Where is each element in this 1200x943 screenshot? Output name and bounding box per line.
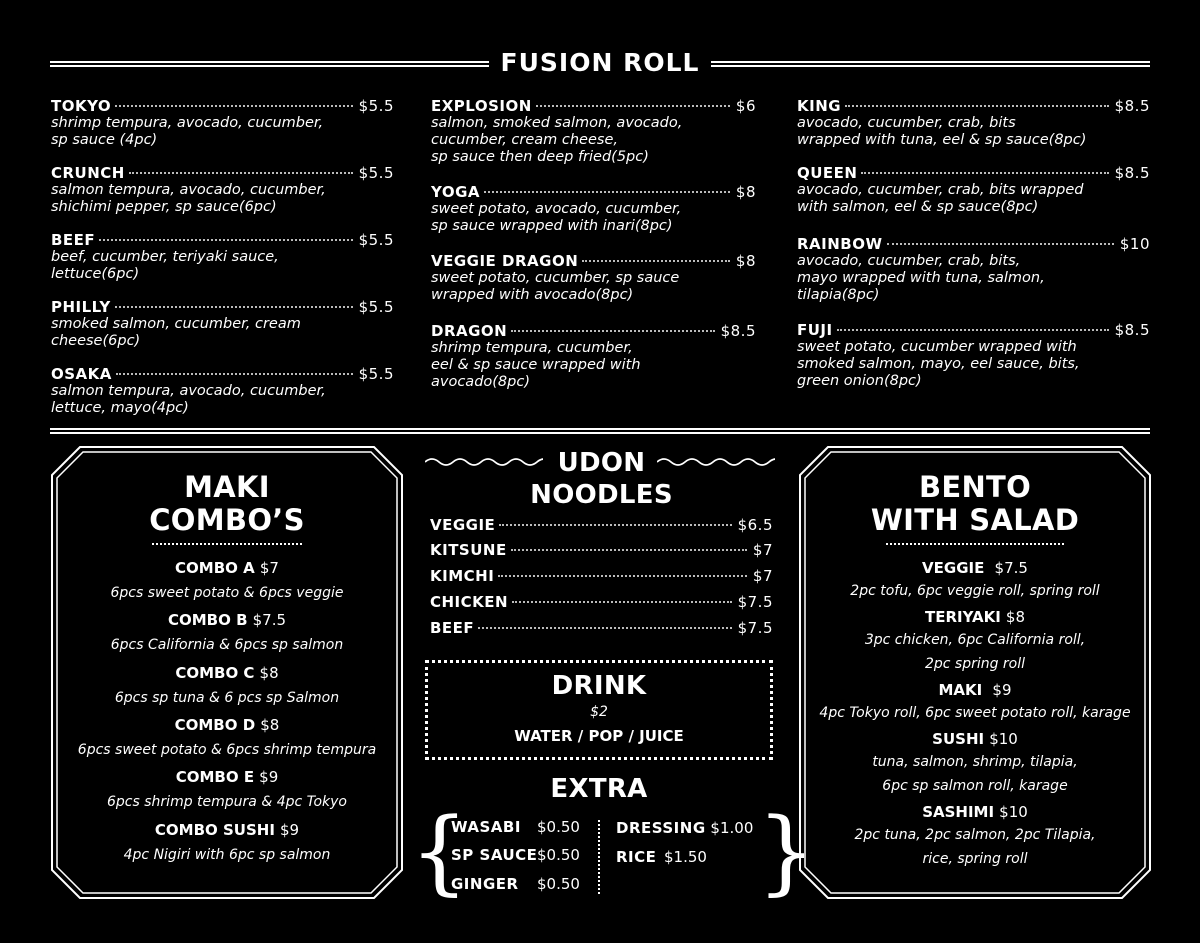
item-name: QUEEN xyxy=(797,164,858,182)
item-desc-line: sweet potato, cucumber, sp sauce xyxy=(431,270,680,286)
item-name: BEEF xyxy=(51,231,96,249)
item-desc-line: sp sauce then deep fried(5pc) xyxy=(431,149,649,165)
maki-combos-section xyxy=(50,445,404,900)
combo-desc: 6pcs sweet potato & 6pcs shrimp tempura xyxy=(77,742,377,758)
combo-name: COMBO B xyxy=(167,611,248,629)
item-desc-line: salmon tempura, avocado, cucumber, xyxy=(51,182,326,198)
extra-divider xyxy=(598,820,600,894)
combo-price: $9 xyxy=(280,821,300,839)
menu-item xyxy=(797,321,1150,390)
combo-heading xyxy=(50,663,404,682)
item-name: RAINBOW xyxy=(797,235,883,253)
udon-title-line-2: NOODLES xyxy=(530,480,673,510)
extra-price: $1.50 xyxy=(664,848,707,866)
bento-desc-line: 2pc spring roll xyxy=(924,656,1026,672)
bento-heading xyxy=(798,802,1152,821)
item-desc-line: smoked salmon, cucumber, cream xyxy=(51,316,301,332)
dot-leader xyxy=(582,260,730,262)
item-desc-line: lettuce, mayo(4pc) xyxy=(51,400,189,416)
combo-price: $7.5 xyxy=(252,611,287,629)
item-desc-line: lettuce(6pc) xyxy=(51,266,140,282)
item-desc-line: smoked salmon, mayo, eel sauce, bits, xyxy=(797,356,1080,372)
combo-desc: 4pc Nigiri with 6pc sp salmon xyxy=(123,847,331,863)
item-name: EXPLOSION xyxy=(431,97,532,115)
bento-name: MAKI xyxy=(938,681,983,699)
bento-name: SASHIMI xyxy=(922,803,995,821)
extra-item xyxy=(451,846,580,864)
combo-heading xyxy=(50,820,404,839)
bento-section xyxy=(798,445,1152,900)
menu-item xyxy=(51,298,394,350)
bento-price: $10 xyxy=(999,803,1028,821)
item-name: TOKYO xyxy=(51,97,112,115)
item-price: $7.5 xyxy=(737,619,773,637)
item-price: $8.5 xyxy=(1114,321,1150,339)
item-price: $5.5 xyxy=(358,365,394,383)
item-price: $5.5 xyxy=(358,231,394,249)
menu-item xyxy=(431,97,756,166)
item-desc-line: sweet potato, cucumber wrapped with xyxy=(797,339,1077,355)
bento-heading xyxy=(798,607,1152,626)
item-name: BEEF xyxy=(430,619,475,637)
combo-price: $7 xyxy=(259,559,279,577)
drink-title: DRINK xyxy=(551,671,647,701)
combo-price: $9 xyxy=(259,768,279,786)
item-desc-line: beef, cucumber, teriyaki sauce, xyxy=(51,249,279,265)
dot-leader xyxy=(511,549,747,551)
combo-heading xyxy=(50,767,404,786)
dot-leader xyxy=(115,306,353,308)
extra-item xyxy=(451,818,580,836)
udon-item xyxy=(430,619,773,637)
item-desc-line: sp sauce wrapped with inari(8pc) xyxy=(431,218,673,234)
dot-leader xyxy=(115,105,352,107)
bento-desc-line: 2pc tuna, 2pc salmon, 2pc Tilapia, xyxy=(854,827,1096,843)
item-name: DRAGON xyxy=(431,322,508,340)
menu-item xyxy=(797,164,1150,216)
item-desc-line: cheese(6pc) xyxy=(51,333,141,349)
item-name: VEGGIE DRAGON xyxy=(431,252,579,270)
extra-price: $0.50 xyxy=(537,875,580,893)
item-desc-line: mayo wrapped with tuna, salmon, xyxy=(797,270,1045,286)
menu-item xyxy=(51,164,394,216)
extra-name: GINGER xyxy=(451,875,519,893)
bento-name: SUSHI xyxy=(932,730,985,748)
extra-price: $0.50 xyxy=(537,818,580,836)
udon-item xyxy=(430,567,773,585)
menu-item xyxy=(431,183,756,235)
item-price: $7 xyxy=(752,541,773,559)
udon-title-line-1: UDON xyxy=(557,448,646,478)
item-desc-line: avocado, cucumber, crab, bits xyxy=(797,115,1016,131)
item-desc-line: tilapia(8pc) xyxy=(797,287,880,303)
bento-desc-line: rice, spring roll xyxy=(922,851,1028,867)
extra-name: WASABI xyxy=(451,818,521,836)
dot-leader xyxy=(845,105,1109,107)
bento-title-line-1: BENTO xyxy=(918,470,1032,504)
item-desc-line: avocado, cucumber, crab, bits wrapped xyxy=(797,182,1084,198)
combo-desc: 6pcs shrimp tempura & 4pc Tokyo xyxy=(107,794,347,810)
item-desc-line: sweet potato, avocado, cucumber, xyxy=(431,201,682,217)
item-name: PHILLY xyxy=(51,298,111,316)
combo-name: COMBO E xyxy=(175,768,255,786)
dot-leader xyxy=(887,243,1114,245)
item-desc-line: shichimi pepper, sp sauce(6pc) xyxy=(51,199,277,215)
item-price: $6 xyxy=(735,97,756,115)
combo-heading xyxy=(50,610,404,629)
item-price: $7 xyxy=(752,567,773,585)
item-desc-line: shrimp tempura, avocado, cucumber, xyxy=(51,115,324,131)
item-desc-line: avocado, cucumber, crab, bits, xyxy=(797,253,1021,269)
item-name: KIMCHI xyxy=(430,567,495,585)
bento-price: $9 xyxy=(992,681,1012,699)
menu-item xyxy=(431,252,756,304)
bento-name: TERIYAKI xyxy=(924,608,1001,626)
udon-item xyxy=(430,516,773,534)
item-price: $8 xyxy=(735,183,756,201)
combo-desc: 6pcs sp tuna & 6 pcs sp Salmon xyxy=(114,690,340,706)
menu-item xyxy=(431,322,756,391)
extra-name: SP SAUCE xyxy=(451,846,538,864)
item-desc-line: sp sauce (4pc) xyxy=(51,132,158,148)
menu-item xyxy=(797,235,1150,304)
item-price: $5.5 xyxy=(358,298,394,316)
drink-options: WATER / POP / JUICE xyxy=(514,727,684,745)
extra-name: RICE xyxy=(616,848,657,866)
bento-heading xyxy=(798,680,1152,699)
bento-name: VEGGIE xyxy=(922,559,985,577)
dot-leader xyxy=(99,239,352,241)
dot-leader xyxy=(536,105,730,107)
dot-leader xyxy=(861,172,1108,174)
bento-price: $10 xyxy=(989,730,1018,748)
udon-item xyxy=(430,541,773,559)
bento-price: $7.5 xyxy=(994,559,1028,577)
bento-desc-line: 3pc chicken, 6pc California roll, xyxy=(864,632,1086,648)
extra-item xyxy=(451,875,580,893)
item-name: VEGGIE xyxy=(430,516,496,534)
item-price: $8.5 xyxy=(1114,97,1150,115)
item-desc-line: shrimp tempura, cucumber, xyxy=(431,340,633,356)
item-desc-line: cucumber, cream cheese, xyxy=(431,132,618,148)
combo-desc: 6pcs California & 6pcs sp salmon xyxy=(110,637,344,653)
extra-item xyxy=(616,848,707,866)
maki-title-underline xyxy=(50,537,404,545)
left-brace: { xyxy=(410,798,469,905)
extra-price: $1.00 xyxy=(710,819,754,837)
combo-name: COMBO SUSHI xyxy=(154,821,275,839)
dot-leader xyxy=(499,524,731,526)
extra-price: $0.50 xyxy=(537,846,580,864)
maki-title-line-2: COMBO’S xyxy=(149,503,305,537)
combo-heading xyxy=(50,558,404,577)
item-name: YOGA xyxy=(431,183,480,201)
fusion-roll-title-text: FUSION ROLL xyxy=(489,48,712,77)
item-name: KITSUNE xyxy=(430,541,507,559)
item-price: $5.5 xyxy=(358,97,394,115)
combo-price: $8 xyxy=(260,716,280,734)
bento-title-underline xyxy=(798,537,1152,545)
bento-desc-line: 6pc sp salmon roll, karage xyxy=(882,778,1068,794)
dot-leader xyxy=(512,601,732,603)
combo-desc: 6pcs sweet potato & 6pcs veggie xyxy=(110,585,344,601)
udon-item xyxy=(430,593,773,611)
bento-title-line-2: WITH SALAD xyxy=(870,503,1080,537)
item-price: $8 xyxy=(735,252,756,270)
item-desc-line: salmon, smoked salmon, avocado, xyxy=(431,115,683,131)
item-name: CRUNCH xyxy=(51,164,125,182)
item-name: KING xyxy=(797,97,842,115)
item-price: $5.5 xyxy=(358,164,394,182)
maki-title-line-1: MAKI xyxy=(184,470,270,504)
item-desc-line: salmon tempura, avocado, cucumber, xyxy=(51,383,326,399)
drink-price: $2 xyxy=(590,704,608,720)
item-desc-line: wrapped with avocado(8pc) xyxy=(431,287,634,303)
extra-item xyxy=(616,819,753,837)
section-divider xyxy=(50,428,1150,434)
item-name: FUJI xyxy=(797,321,833,339)
extra-name: DRESSING xyxy=(616,819,706,837)
extra-title: EXTRA xyxy=(550,774,648,804)
menu-item xyxy=(51,97,394,149)
item-price: $7.5 xyxy=(737,593,773,611)
bento-desc-line: 2pc tofu, 6pc veggie roll, spring roll xyxy=(850,583,1100,599)
menu-item xyxy=(51,365,394,417)
item-price: $10 xyxy=(1119,235,1150,253)
item-name: OSAKA xyxy=(51,365,112,383)
dot-leader xyxy=(129,172,353,174)
dot-leader xyxy=(837,329,1109,331)
right-brace: } xyxy=(757,798,816,905)
menu-item xyxy=(797,97,1150,149)
menu-item xyxy=(51,231,394,283)
dot-leader xyxy=(478,627,731,629)
dot-leader xyxy=(511,330,714,332)
item-desc-line: with salmon, eel & sp sauce(8pc) xyxy=(797,199,1039,215)
combo-name: COMBO C xyxy=(175,664,255,682)
fusion-roll-title xyxy=(0,48,1200,77)
item-desc-line: wrapped with tuna, eel & sp sauce(8pc) xyxy=(797,132,1087,148)
bento-desc-line: 4pc Tokyo roll, 6pc sweet potato roll, karage xyxy=(819,705,1131,721)
dot-leader xyxy=(498,575,747,577)
item-desc-line: green onion(8pc) xyxy=(797,373,922,389)
item-price: $6.5 xyxy=(737,516,773,534)
dot-leader xyxy=(116,373,353,375)
combo-price: $8 xyxy=(259,664,279,682)
item-desc-line: eel & sp sauce wrapped with xyxy=(431,357,641,373)
bento-desc-line: tuna, salmon, shrimp, tilapia, xyxy=(872,754,1078,770)
combo-heading xyxy=(50,715,404,734)
bento-price: $8 xyxy=(1005,608,1026,626)
item-price: $8.5 xyxy=(1114,164,1150,182)
combo-name: COMBO A xyxy=(175,559,255,577)
combo-name: COMBO D xyxy=(174,716,256,734)
bento-heading xyxy=(798,558,1152,577)
bento-heading xyxy=(798,729,1152,748)
item-name: CHICKEN xyxy=(430,593,509,611)
item-price: $8.5 xyxy=(720,322,756,340)
dot-leader xyxy=(484,191,730,193)
item-desc-line: avocado(8pc) xyxy=(431,374,530,390)
